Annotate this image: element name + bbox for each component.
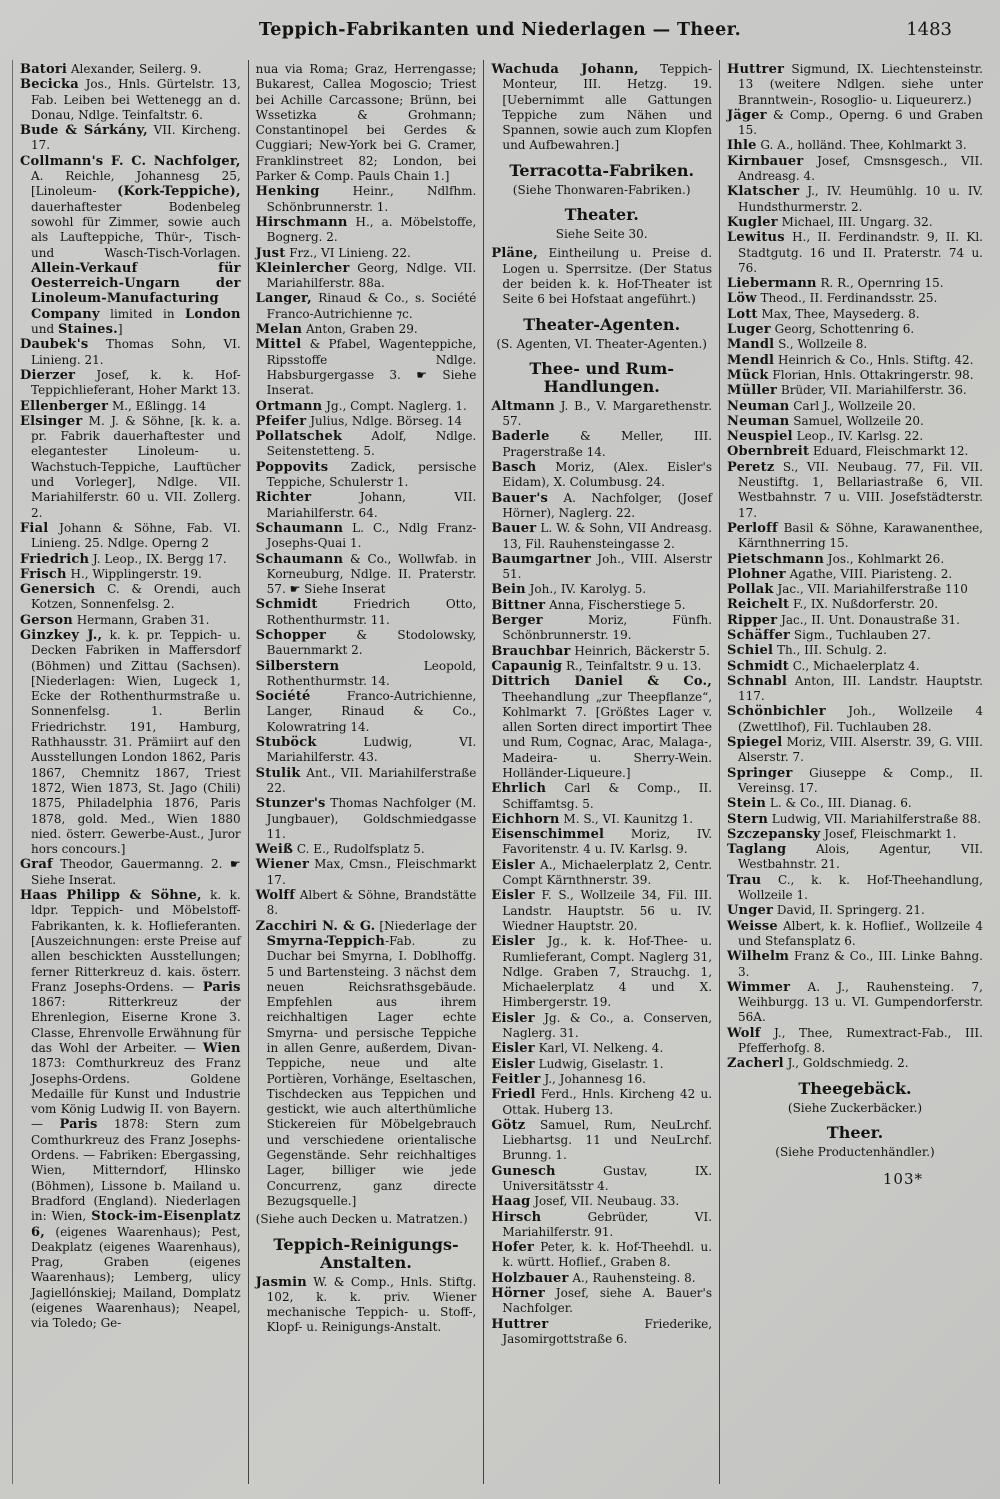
directory-entry: Société Franco-Autrichienne, Langer, Rinaud & Co., Kolowratring 14. <box>255 689 477 734</box>
directory-entry: Wachuda Johann, Teppich-Monteur, III. Hetzg. 19. [Uebernimmt alle Gattungen Teppiche zum Nähen und Spannen, sowie auch zum Klopfen und Aufbewahren.] <box>491 62 713 153</box>
directory-entry: Friedl Ferd., Hnls. Kircheng 42 u. Ottak. Huberg 13. <box>491 1087 713 1117</box>
column-3 <box>484 60 720 1484</box>
directory-entry: Eichhorn M. S., VI. Kaunitzg 1. <box>491 811 694 827</box>
directory-entry: Schäffer Sigm., Tuchlauben 27. <box>727 627 931 643</box>
page-header <box>0 0 1000 54</box>
directory-entry: Plohner Agathe, VIII. Piaristeng. 2. <box>727 566 953 582</box>
directory-entry: Bittner Anna, Fischerstiege 5. <box>491 597 686 613</box>
directory-entry: Eisler Jg., k. k. Hof-Thee- u. Rumlieferant, Compt. Naglerg 31, Ndlge. Graben 7, Strauchg. 1, Michaelerplatz 4 und X. Himbergerstr. 19. <box>491 934 713 1010</box>
directory-entry: Eisler Jg. & Co., a. Conserven, Naglerg. 31. <box>491 1010 713 1041</box>
directory-entry: Wimmer A. J., Rauhensteing. 7, Weihburgg. 13 u. VI. Gumpendorferstr. 56A. <box>727 979 983 1025</box>
directory-entry: Wiener Max, Cmsn., Fleischmarkt 17. <box>255 857 477 887</box>
section-heading: Teppich-Reinigungs-Anstalten. <box>273 1234 459 1272</box>
directory-entry: Eisenschimmel Moriz, IV. Favoritenstr. 4 u. IV. Karlsg. 9. <box>491 827 713 857</box>
directory-entry: Stunzer's Thomas Nachfolger (M. Jungbauer), Goldschmiedgasse 11. <box>255 796 477 841</box>
directory-entry: Pläne, Eintheilung u. Preise d. Logen u. Sperrsitze. (Der Status der beiden k. k. Hof-Theater ist Seite 6 bei Hofstaat angeführt.) <box>491 246 713 307</box>
directory-entry: Pollatschek Adolf, Ndlge. Seitenstetteng. 5. <box>255 429 477 459</box>
page-title: Teppich-Fabrikanten und Niederlagen — Theer. <box>258 20 742 40</box>
directory-entry: Müller Brüder, VII. Mariahilferstr. 36. <box>727 383 967 399</box>
directory-entry: Schaumann L. C., Ndlg Franz-Josephs-Quai 1. <box>255 520 477 551</box>
section-subnote: (Siehe Productenhändler.) <box>775 1144 935 1159</box>
directory-entry: Daubek's Thomas Sohn, VI. Linieng. 21. <box>20 337 241 367</box>
directory-entry: Lott Max, Thee, Maysederg. 8. <box>727 306 920 322</box>
directory-entry: Klatscher J., IV. Heumühlg. 10 u. IV. Hundsthurmerstr. 2. <box>727 184 983 214</box>
sheet-signature: 103* <box>882 1170 923 1189</box>
directory-entry: Jasmin W. & Comp., Hnls. Stiftg. 102, k. k. priv. Wiener mechanische Teppich- u. Stoff-, Klopf- u. Reinigungs-Anstalt. <box>255 1274 477 1335</box>
directory-entry: Baderle & Meller, III. Pragerstraße 14. <box>491 429 713 459</box>
column-1 <box>12 60 249 1484</box>
directory-entry: Holzbauer A., Rauhensteing. 8. <box>491 1270 696 1286</box>
directory-entry: Frisch H., Wipplingerstr. 19. <box>20 566 202 582</box>
directory-entry: Perloff Basil & Söhne, Karawanenthee, Kärnthnerring 15. <box>727 520 983 551</box>
directory-entry: Obernbreit Eduard, Fleischmarkt 12. <box>727 444 969 460</box>
directory-entry: Hörner Josef, siehe A. Bauer's Nachfolger. <box>491 1286 713 1316</box>
directory-entry: Schnabl Anton, III. Landstr. Hauptstr. 117. <box>727 673 983 704</box>
directory-entry: Eisler A., Michaelerplatz 2, Centr. Compt Kärnthnerstr. 39. <box>491 857 713 888</box>
directory-entry: Pollak Jac., VII. Mariahilferstraße 110 <box>727 582 968 598</box>
directory-entry: Löw Theod., II. Ferdinandsstr. 25. <box>727 291 938 307</box>
directory-entry: Batori Alexander, Seilerg. 9. <box>20 62 202 77</box>
directory-entry: Neuman Samuel, Wollzeile 20. <box>727 413 924 429</box>
directory-entry: Kirnbauer Josef, Cmsnsgesch., VII. Andreasg. 4. <box>727 153 983 184</box>
directory-entry: Peretz S., VII. Neubaug. 77, Fil. VII. Neustiftg. 1, Bellariastraße 6, VII. Westbahnstr. 7 u. VIII. Josefstädterstr. 17. <box>727 459 983 520</box>
directory-entry: Collmann's F. C. Nachfolger, A. Reichle, Johannesg 25, [Linoleum- (Kork-Teppiche), dauerhaftester Bodenbeleg sowohl für Zimmer, sowie auch als Laufteppiche, Thür-, Tisch- und Wasch-Tisch-Vorlagen. Allein-Verkauf für Oesterreich-Ungarn der Linoleum-Manufacturing Company limited in London und Staines.] <box>20 153 241 338</box>
column-2 <box>249 60 485 1484</box>
directory-entry: Schmidt Friedrich Otto, Rothenthurmstr. 11. <box>255 597 477 627</box>
directory-entry: Richter Johann, VII. Mariahilferstr. 64. <box>255 490 477 520</box>
directory-entry: Ginzkey J., k. k. pr. Teppich- u. Decken Fabriken in Maffersdorf (Böhmen) und Zittau (Sachsen). [Niederlagen: Wien, Lugeck 1, Ecke der Rothenthurmstraße u. Sonnenfelsg. 1. Berlin Friedrichstr. 191, Hamburg, Rathhausstr. 31. Prämiirt auf den Ausstellungen London 1862, Paris 1867, Chemnitz 1867, Triest 1872, Wien 1873, St. Jago (Chili) 1875, Philadelphia 1876, Paris 1878, gold. Med., Wien 1880 nied. österr. Gewerbe-Aust., Juror hors concours.] <box>20 627 241 857</box>
directory-entry: Brauchbar Heinrich, Bäckerstr 5. <box>491 643 710 659</box>
directory-entry: Stuböck Ludwig, VI. Mariahilferstr. 43. <box>255 735 477 765</box>
directory-entry: Pfeifer Julius, Ndlge. Börseg. 14 <box>255 413 462 429</box>
directory-entry: Szczepansky Josef, Fleischmarkt 1. <box>727 826 957 842</box>
section-heading: Terracotta-Fabriken. <box>509 160 695 180</box>
see-also-note: (Siehe auch Decken u. Matratzen.) <box>255 1212 468 1227</box>
directory-entry: Liebermann R. R., Opernring 15. <box>727 276 944 292</box>
directory-entry: Zacchiri N. & G. [Niederlage der Smyrna-Teppich-Fab. zu Duchar bei Smyrna, I. Doblhoffg. 5 und Bartensteing. 3 nächst dem neuen Reichsrathsgebäude. Empfehlen aus ihrem reichhaltigen Lager echte Smyrna- und persische Teppiche in allen Genre, außerdem, Divan-Teppiche, neue und alte Portièren, Vorhänge, Eseltaschen, Tischdecken aus Teppichen und gestickt, wie auch alterthümliche Stickereien für Möbelgebrauch und verschiedene orientalische Gegenstände. Sehr reichhaltiges Lager, billiger wie jede Concurrenz, ganz directe Bezugsquelle.] <box>255 918 477 1208</box>
directory-entry: Ehrlich Carl & Comp., II. Schiffamtsg. 5. <box>491 781 713 811</box>
directory-entry: Taglang Alois, Agentur, VII. Westbahnstr. 21. <box>727 842 983 872</box>
directory-entry: Stulik Ant., VII. Mariahilferstraße 22. <box>255 765 477 795</box>
section-heading: Theater-Agenten. <box>523 314 681 334</box>
directory-entry: Bauer L. W. & Sohn, VII Andreasg. 13, Fil. Rauhensteingasse 2. <box>491 521 713 551</box>
directory-entry: Kugler Michael, III. Ungarg. 32. <box>727 214 933 230</box>
directory-entry: Fial Johann & Söhne, Fab. VI. Linieng. 25. Ndlge. Operng 2 <box>20 520 241 551</box>
directory-entry: Dierzer Josef, k. k. Hof-Teppichlieferant, Hoher Markt 13. <box>20 367 241 398</box>
directory-entry: Wilhelm Franz & Co., III. Linke Bahng. 3. <box>727 949 983 979</box>
directory-entry: Hirsch Gebrüder, VI. Mariahilferstr. 91. <box>491 1209 713 1239</box>
page-number: 1483 <box>906 19 952 40</box>
directory-entry: Gerson Hermann, Graben 31. <box>20 612 210 628</box>
directory-entry: Haag Josef, VII. Neubaug. 33. <box>491 1194 680 1210</box>
directory-entry: Wolf J., Thee, Rumextract-Fab., III. Pfefferhofg. 8. <box>727 1025 983 1055</box>
section-subnote: Siehe Seite 30. <box>555 227 648 242</box>
directory-entry: Altmann J. B., V. Margarethenstr. 57. <box>491 398 713 429</box>
directory-entry: Ortmann Jg., Compt. Naglerg. 1. <box>255 398 467 414</box>
directory-entry: Eisler Karl, VI. Nelkeng. 4. <box>491 1041 664 1057</box>
directory-entry: Mendl Heinrich & Co., Hnls. Stiftg. 42. <box>727 352 974 368</box>
section-heading: Theegebäck. <box>798 1078 912 1098</box>
directory-entry: Genersich C. & Orendi, auch Kotzen, Sonnenfelsg. 2. <box>20 582 241 612</box>
directory-entry: Zacherl J., Goldschmiedg. 2. <box>727 1056 909 1072</box>
directory-entry: Hofer Peter, k. k. Hof-Theehdl. u. k. württ. Hoflief., Graben 8. <box>491 1240 713 1270</box>
directory-entry: Schmidt C., Michaelerplatz 4. <box>727 658 920 674</box>
section-heading: Theer. <box>826 1122 884 1142</box>
directory-entry: Ellenberger M., Eßlingg. 14 <box>20 398 207 414</box>
directory-entry: Mück Florian, Hnls. Ottakringerstr. 98. <box>727 367 974 383</box>
directory-entry: Reichelt F., IX. Nußdorferstr. 20. <box>727 597 939 613</box>
section-heading: Thee- und Rum-Handlungen. <box>529 358 674 396</box>
directory-entry: Capaunig R., Teinfaltstr. 9 u. 13. <box>491 658 702 674</box>
directory-entry: Schaumann & Co., Wollwfab. in Korneuburg, Ndlge. II. Praterstr. 57. ☛ Siehe Inserat <box>255 551 477 597</box>
directory-entry: Feitler J., Johannesg 16. <box>491 1071 646 1087</box>
directory-entry: Schönbichler Joh., Wollzeile 4 (Zwettlhof), Fil. Tuchlauben 28. <box>727 704 983 734</box>
section-heading: Theater. <box>564 205 639 225</box>
directory-entry: Bein Joh., IV. Karolyg. 5. <box>491 582 647 598</box>
directory-entry: Just Frz., VI Linieng. 22. <box>255 245 411 261</box>
directory-entry: Mittel & Pfabel, Wagenteppiche, Ripsstoffe Ndlge. Habsburgergasse 3. ☛ Siehe Inserat. <box>255 337 477 398</box>
directory-entry: Neuman Carl J., Wollzeile 20. <box>727 398 916 414</box>
directory-entry: Friedrich J. Leop., IX. Bergg 17. <box>20 551 227 567</box>
directory-entry: Stein L. & Co., III. Dianag. 6. <box>727 796 912 812</box>
directory-entry: Melan Anton, Graben 29. <box>255 322 418 338</box>
directory-entry: Weisse Albert, k. k. Hoflief., Wollzeile 4 und Stefansplatz 6. <box>727 918 983 948</box>
directory-entry: Berger Moriz, Fünfh. Schönbrunnerstr. 19. <box>491 613 713 643</box>
directory-entry: Huttrer Sigmund, IX. Liechtensteinstr. 13 (weitere Ndlgen. siehe unter Branntwein-, Rosoglio- u. Liqueurerz.) <box>727 62 983 107</box>
directory-entry: Trau C., k. k. Hof-Theehandlung, Wollzeile 1. <box>727 872 983 903</box>
directory-entry: Jäger & Comp., Operng. 6 und Graben 15. <box>727 107 983 138</box>
directory-entry: Silberstern Leopold, Rothenthurmstr. 14. <box>255 658 477 688</box>
directory-entry: Kleinlercher Georg, Ndlge. VII. Mariahilferstr. 88a. <box>255 260 477 291</box>
directory-entry: Spiegel Moriz, VIII. Alserstr. 39, G. VIII. Alserstr. 7. <box>727 735 983 765</box>
directory-entry: Haas Philipp & Söhne, k. k. ldpr. Teppich- und Möbelstoff-Fabrikanten, k. k. Hoflieferanten. [Auszeichnungen: erste Preise auf allen beschickten Ausstellungen; ferner Ritterkreuz d. kais. österr. Franz Josephs-Ordens. — Paris 1867: Ritterkreuz der Ehrenlegion, Eiserne Krone 3. Classe, Ehrenvolle Erwähnung für das Wohl der Arbeiter. — Wien 1873: Comthurkreuz des Franz Josephs-Ordens. Goldene Medaille für Kunst und Industrie vom König Ludwig II. von Bayern. — Paris 1878: Stern zum Comthurkreuz des Franz Josephs-Ordens. — Fabriken: Ebergassing, Wien, Mitterndorf, Hlinsko (Böhmen), Lissone b. Mailand u. Bradford (England). Niederlagen in: Wien, Stock-im-Eisenplatz 6, (eigenes Waarenhaus); Pest, Deakplatz (eigenes Waarenhaus), Prag, Graben (eigenes Waarenhaus); Lemberg, ulicy Jagiellónskiej; Mailand, Domplatz (eigenes Waarenhaus); Neapel, via Toledo; Ge- <box>20 888 241 1331</box>
directory-entry: Basch Moriz, (Alex. Eisler's Eidam), X. Columbusg. 24. <box>491 460 713 490</box>
directory-entry: Ripper Jac., II. Unt. Donaustraße 31. <box>727 612 960 628</box>
directory-entry: Wolff Albert & Söhne, Brandstätte 8. <box>255 888 477 918</box>
entry-continuation: nua via Roma; Graz, Herrengasse; Bukarest, Callea Mogoscio; Triest bei Achille Carcassone; Brünn, bei Wssetizka & Grohmann; Constantinopel bei Gerdes & Cuggiari; New-York bei G. Cramer, Franklinstreet 82; London, bei Parker & Comp. Pauls Chain 1.] <box>255 62 477 184</box>
directory-entry: Gunesch Gustav, IX. Universitätsstr 4. <box>491 1163 713 1193</box>
directory-entry: Bauer's A. Nachfolger, (Josef Hörner), Naglerg. 22. <box>491 490 713 520</box>
directory-entry: Graf Theodor, Gauermanng. 2. ☛ Siehe Inserat. <box>20 857 241 887</box>
directory-entry: Eisler Ludwig, Giselastr. 1. <box>491 1056 664 1072</box>
directory-entry: Eisler F. S., Wollzeile 34, Fil. III. Landstr. Hauptstr. 56 u. IV. Wiedner Hauptstr. 20. <box>491 888 713 933</box>
directory-entry: Unger David, II. Springerg. 21. <box>727 903 925 919</box>
column-container <box>0 54 1000 1484</box>
directory-entry: Weiß C. E., Rudolfsplatz 5. <box>255 842 425 858</box>
directory-entry: Langer, Rinaud & Co., s. Société Franco-Autrichienne ⁊c. <box>255 291 477 321</box>
directory-entry: Ihle G. A., holländ. Thee, Kohlmarkt 3. <box>727 138 967 154</box>
directory-entry: Poppovits Zadick, persische Teppiche, Schulerstr 1. <box>255 459 477 490</box>
section-subnote: (S. Agenten, VI. Theater-Agenten.) <box>496 336 707 351</box>
section-subnote: (Siehe Thonwaren-Fabriken.) <box>512 182 691 197</box>
directory-entry: Stern Ludwig, VII. Mariahilferstraße 88. <box>727 811 982 827</box>
directory-entry: Pietschmann Jos., Kohlmarkt 26. <box>727 551 945 567</box>
column-4 <box>720 60 990 1484</box>
directory-entry: Bude & Sárkány, VII. Kircheng. 17. <box>20 123 241 153</box>
directory-entry: Luger Georg, Schottenring 6. <box>727 322 915 338</box>
directory-entry: Mandl S., Wollzeile 8. <box>727 337 868 353</box>
directory-entry: Neuspiel Leop., IV. Karlsg. 22. <box>727 429 924 445</box>
directory-entry: Elsinger M. J. & Söhne, [k. k. a. pr. Fabrik dauerhaftester und elegantester Linoleum- u. Wachstuch-Teppiche, Lauftücher und Vorleger], Ndlge. VII. Mariahilferstr. 60 u. VII. Zollerg. 2. <box>20 413 241 520</box>
directory-entry: Schopper & Stodolowsky, Bauernmarkt 2. <box>255 627 477 658</box>
directory-entry: Springer Giuseppe & Comp., II. Vereinsg. 17. <box>727 765 983 795</box>
directory-entry: Schiel Th., III. Schulg. 2. <box>727 643 887 659</box>
directory-entry: Götz Samuel, Rum, NeuLrchf. Liebhartsg. 11 und NeuLrchf. Brunng. 1. <box>491 1117 713 1163</box>
section-subnote: (Siehe Zuckerbäcker.) <box>787 1100 923 1115</box>
directory-entry: Becicka Jos., Hnls. Gürtelstr. 13, Fab. Leiben bei Wettenegg an d. Donau, Ndlge. Teinfaltstr. 6. <box>20 77 241 122</box>
directory-entry: Hirschmann H., a. Möbelstoffe, Bognerg. 2. <box>255 214 477 245</box>
directory-entry: Lewitus H., II. Ferdinandstr. 9, II. Kl. Stadtgutg. 16 und II. Praterstr. 74 u. 76. <box>727 230 983 275</box>
directory-entry: Baumgartner Joh., VIII. Alserstr 51. <box>491 551 713 582</box>
directory-entry: Dittrich Daniel & Co., Theehandlung „zur Theepflanze“, Kohlmarkt 7. [Größtes Lager v. allen Sorten direct importirt Thee und Rum, Cognac, Arac, Malaga-, Madeira- u. Sherry-Wein. Holländer-Liqueure.] <box>491 674 713 780</box>
directory-entry: Huttrer Friederike, Jasomirgottstraße 6. <box>491 1316 713 1346</box>
directory-entry: Henking Heinr., Ndlfhm. Schönbrunnerstr. 1. <box>255 184 477 214</box>
